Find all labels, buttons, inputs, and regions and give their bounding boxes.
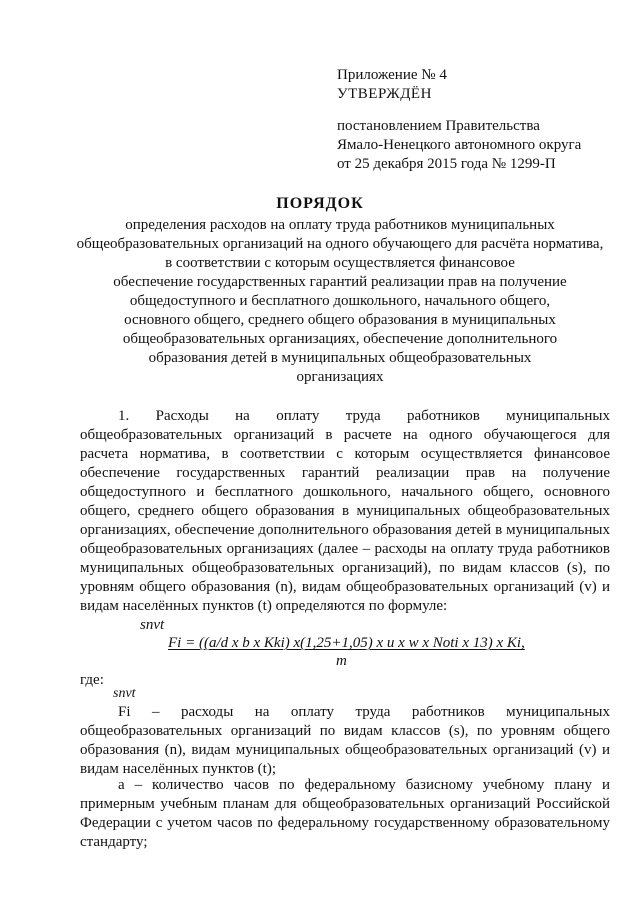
paragraph-line: Федерации с учетом часов по федеральному государственному образовательному xyxy=(80,815,610,831)
paragraph-3 xyxy=(80,776,610,852)
formula xyxy=(140,616,610,670)
paragraph-line: Fi – расходы на оплату труда работников муниципальных xyxy=(118,704,610,720)
paragraph-line: расчета норматива, в соответствии с которым осуществляется финансовое xyxy=(80,446,610,462)
approval-line-3: от 25 декабря 2015 года № 1299-П xyxy=(337,156,556,172)
approval-line-2: Ямало-Ненецкого автономного округа xyxy=(337,137,582,153)
paragraph-line: общеобразовательных организаций по видам классов (s), по уровням общего xyxy=(80,723,610,739)
where-label: где: xyxy=(80,672,104,688)
subtitle-line: в соответствии с которым осуществляется финансовое xyxy=(165,255,515,271)
paragraph-line: а – количество часов по федеральному базисному учебному плану и xyxy=(118,777,610,793)
paragraph-line: организациях, обеспечение дополнительного образования детей в муниципальных xyxy=(80,522,610,538)
formula-superscript: snvt xyxy=(140,617,165,633)
paragraph-line: примерным учебным планам для общеобразовательных организаций Российской xyxy=(80,796,610,812)
appendix-block xyxy=(337,66,627,174)
subtitle-line: общедоступного и бесплатного дошкольного, начального общего, xyxy=(129,293,551,309)
paragraph-line: образования (n), видам муниципальных общеобразовательных организаций (v) и xyxy=(80,742,610,758)
paragraph-line: общего, среднего общего образования в муниципальных общеобразовательных xyxy=(80,503,610,519)
paragraph-line: стандарту; xyxy=(80,834,148,850)
approved-stamp: УТВЕРЖДЁН xyxy=(337,86,432,102)
paragraph-1 xyxy=(80,407,610,616)
subtitle-line: основного общего, среднего общего образования в муниципальных xyxy=(124,312,556,328)
paragraph-line: общедоступного и бесплатного дошкольного, начального общего, основного xyxy=(80,484,610,500)
paragraph-line: муниципальных общеобразовательных организаций), по видам классов (s), по xyxy=(80,560,610,576)
paragraph-line: общеобразовательных организаций в расчете на одного обучающегося для xyxy=(80,427,610,443)
paragraph-2 xyxy=(80,703,610,779)
paragraph-line: обеспечение государственных гарантий реализации прав на получение xyxy=(80,465,610,481)
document-subtitle xyxy=(76,216,604,387)
variable-superscript: snvt xyxy=(113,686,136,701)
formula-denominator: m xyxy=(336,653,347,669)
paragraph-line: видам населённых пунктов (t) определяются по формуле: xyxy=(80,598,448,614)
subtitle-line: образования детей в муниципальных общеобразовательных xyxy=(148,350,532,366)
paragraph-line: видам населённых пунктов (t); xyxy=(80,761,277,777)
paragraph-line: уровням общего образования (n), видам общеобразовательных организаций (v) и xyxy=(80,579,610,595)
subtitle-line: общеобразовательных организаций на одного обучающего для расчёта норматива, xyxy=(76,236,604,252)
subtitle-line: общеобразовательных организациях, обеспечение дополнительного xyxy=(122,331,558,347)
document-title: ПОРЯДОК xyxy=(276,195,364,212)
paragraph-line: общеобразовательных организациях (далее – расходы на оплату труда работников xyxy=(80,541,610,557)
subtitle-line: организациях xyxy=(296,369,384,385)
formula-numerator: Fi = ((a/d x b x Kki) x(1,25+1,05) x u x w x Noti x 13) x Ki, xyxy=(168,635,525,651)
paragraph-line: 1. Расходы на оплату труда работников муниципальных xyxy=(118,408,610,424)
approval-line-1: постановлением Правительства xyxy=(337,118,540,134)
subtitle-line: определения расходов на оплату труда работников муниципальных xyxy=(125,217,555,233)
subtitle-line: обеспечение государственных гарантий реализации прав на получение xyxy=(113,274,567,290)
appendix-number: Приложение № 4 xyxy=(337,67,447,83)
